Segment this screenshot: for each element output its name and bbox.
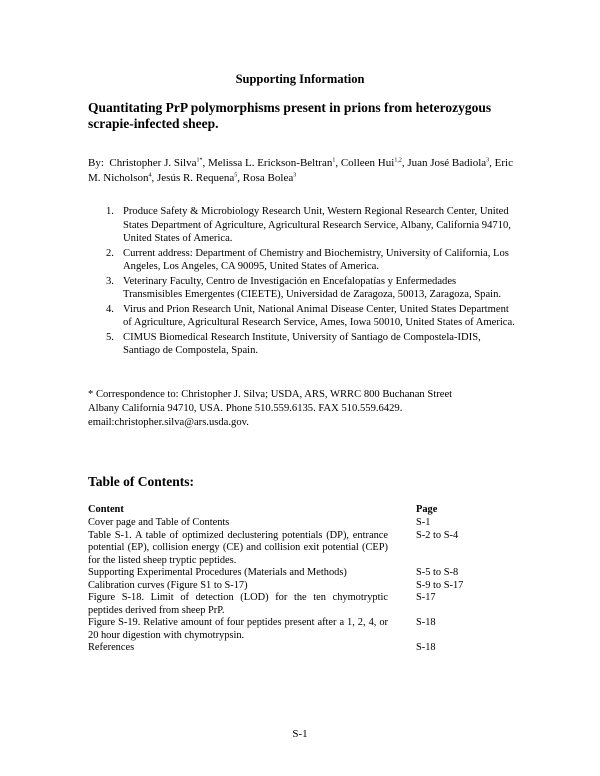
- table-of-contents: [88, 504, 508, 655]
- correspondence-block: [88, 388, 528, 430]
- affiliation-item: 1. Produce Safety & Microbiology Research Unit, Western Regional Research Center, United States Department of Agriculture, Agricultural Research Service, Albany, California 94710, United States of America.: [106, 206, 511, 244]
- author: Juan José Badiola$^3$: [407, 157, 490, 169]
- supporting-information-heading: Supporting Information: [235, 72, 365, 86]
- author: Colleen Hui$^{1,2}$: [340, 157, 402, 169]
- toc-page-header: Page: [416, 504, 438, 515]
- paper-title: Quantitating PrP polymorphisms present in prions from heterozygous scrapie-infected sheep.: [88, 100, 492, 131]
- author: Melissa L. Erickson-Beltran$^1$: [208, 157, 336, 169]
- correspondence-line: * Correspondence to: Christopher J. Silva; USDA, ARS, WRRC 800 Buchanan Street: [88, 389, 453, 400]
- toc-row: Table S-1. A table of optimized declustering potentials (DP), entrance potential (EP), collision energy (CE) and collision exit potential (CEP) for the listed sheep tryptic peptides. S-2 to S-4: [88, 529, 459, 566]
- affiliation-item: 5. CIMUS Biomedical Research Institute, University of Santiago de Compostela-IDIS, Santiago de Compostela, Spain.: [106, 331, 481, 356]
- author-list: By: Christopher J. Silva$^{1*}$, Melissa L. Erickson-Beltran$^1$, Colleen Hui$^{1,2}$, Juan José Badiola$^3$, Eric M. Nicholson$^4$, Jesús R. Requena$^5$, Rosa Bolea$^3$: [88, 157, 513, 184]
- correspondence-email: email:christopher.silva@ars.usda.gov.: [88, 417, 249, 428]
- toc-row: Figure S-18. Limit of detection (LOD) for the ten chymotryptic peptides derived from sheep PrP. S-17: [88, 592, 436, 616]
- affiliation-list: [106, 205, 516, 359]
- toc-row: References S-18: [88, 642, 436, 653]
- affiliation-item: 4. Virus and Prion Research Unit, National Animal Disease Center, United States Department of Agriculture, Agricultural Research Service, Ames, Iowa 50010, United States of America.: [106, 303, 515, 328]
- author: Christopher J. Silva$^{1*}$: [109, 157, 203, 169]
- affiliation-item: 2. Current address: Department of Chemistry and Biochemistry, University of California, Los Angeles, Los Angeles, CA 90095, United States of America.: [106, 247, 509, 272]
- author: Rosa Bolea$^3$: [242, 172, 297, 184]
- author: Jesús R. Requena$^5$: [157, 172, 238, 184]
- toc-row: Cover page and Table of Contents S-1: [88, 517, 431, 528]
- page-number: S-1: [292, 728, 308, 740]
- toc-row: Supporting Experimental Procedures (Materials and Methods) S-5 to S-8: [88, 567, 459, 578]
- affiliation-item: 3. Veterinary Faculty, Centro de Investigación en Encefalopatías y Enfermedades Transmisibles Emergentes (CIEETE), Universidad de Zaragoza, 50013, Zaragoza, Spain.: [106, 275, 502, 300]
- author: Eric M. Nicholson$^4$: [88, 157, 513, 184]
- toc-content-header: Content: [88, 504, 124, 515]
- toc-title: Table of Contents:: [88, 474, 195, 489]
- correspondence-line: Albany California 94710, USA. Phone 510.559.6135. FAX 510.559.6429.: [88, 403, 403, 414]
- by-label: By:: [88, 157, 104, 169]
- toc-header-row: [88, 504, 508, 517]
- toc-row: Figure S-19. Relative amount of four peptides present after a 1, 2, 4, or 20 hour digestion with chymotrypsin. S-18: [88, 617, 436, 641]
- toc-row: Calibration curves (Figure S1 to S-17) S-9 to S-17: [88, 579, 464, 591]
